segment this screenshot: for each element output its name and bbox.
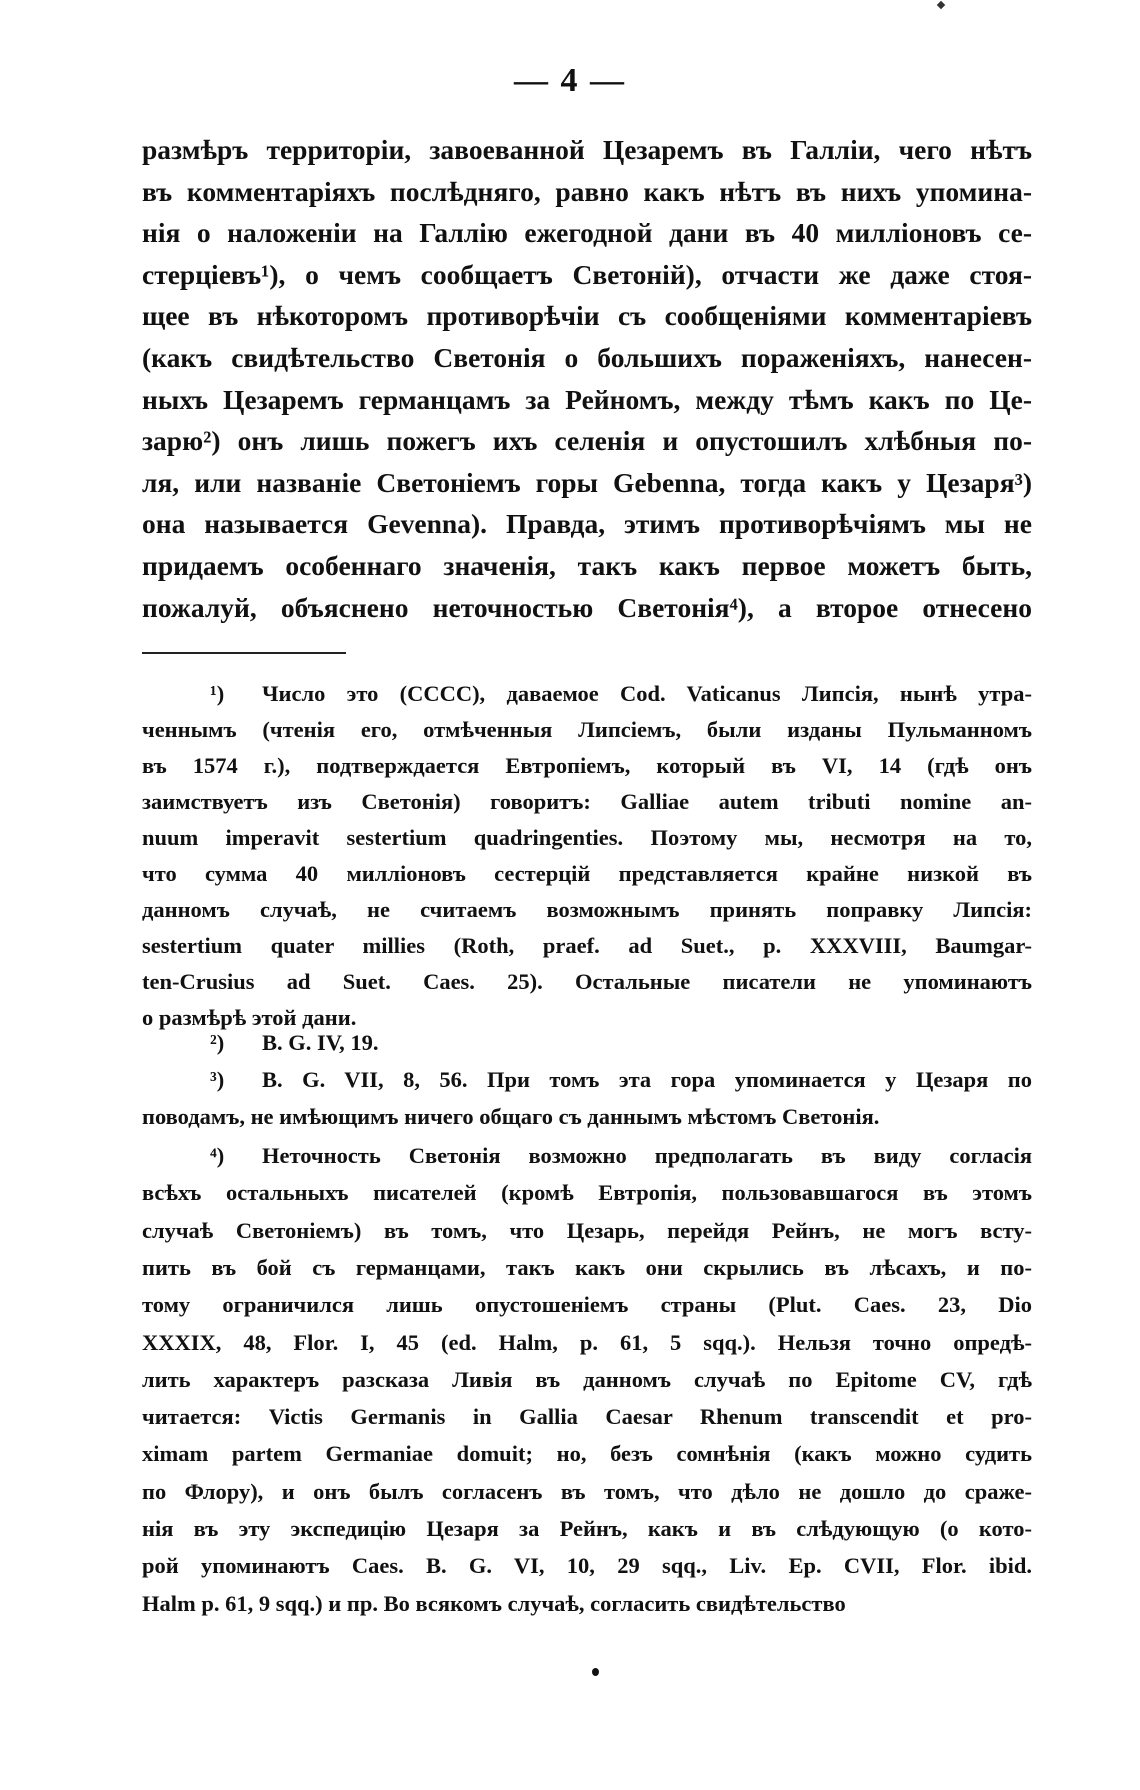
scan-speck (592, 1668, 599, 1676)
footnote-line: нія въ эту экспедицію Цезаря за Рейнъ, какъ и въ слѣдующую (о кото- (142, 1516, 1032, 1541)
body-line: пожалуй, объяснено неточностью Светонія⁴), а второе отнесено (142, 591, 1032, 623)
footnote-line: B. G. IV, 19. (262, 1030, 379, 1055)
footnote-line: sestertium quater millies (Roth, praef. ad Suet., p. XXXVIII, Baumgar- (142, 933, 1032, 958)
body-line: нія о наложеніи на Галлію ежегодной дани въ 40 милліоновъ се- (142, 217, 1032, 249)
footnote-line: въ 1574 г.), подтверждается Евтропіемъ, который въ VI, 14 (гдѣ онъ (142, 753, 1032, 778)
footnote-line: XXXIX, 48, Flor. I, 45 (ed. Halm, p. 61, 5 sqq.). Нельзя точно опредѣ- (142, 1329, 1032, 1355)
footnote-line: Неточность Светонія возможно предполагать въ виду согласія (262, 1143, 1032, 1168)
footnote-line: о размѣрѣ этой дани. (142, 1005, 357, 1030)
footnote-marker: ²) (210, 1030, 225, 1055)
footnote-line: ченнымъ (чтенія его, отмѣченныя Липсіемъ, были изданы Пульманномъ (142, 717, 1032, 742)
footnote-line: что сумма 40 милліоновъ сестерцій представляется крайне низкой въ (142, 861, 1032, 886)
body-line: въ комментаріяхъ послѣдняго, равно какъ нѣтъ въ нихъ упомина- (142, 175, 1032, 207)
body-line: щее въ нѣкоторомъ противорѣчіи съ сообщеніями комментаріевъ (142, 300, 1032, 332)
body-line: придаемъ особеннаго значенія, такъ какъ первое можетъ быть, (142, 550, 1032, 581)
footnote-line: поводамъ, не имѣющимъ ничего общаго съ даннымъ мѣстомъ Светонія. (142, 1103, 880, 1129)
footnote-marker: ⁴) (210, 1143, 225, 1168)
body-line: ныхъ Цезаремъ германцамъ за Рейномъ, между тѣмъ какъ по Це- (142, 383, 1032, 415)
footnote-line: тому ограничился лишь опустошеніемъ страны (Plut. Caes. 23, Dio (142, 1292, 1032, 1318)
footnote-line: читается: Victis Germanis in Gallia Caesar Rhenum transcendit et pro- (142, 1404, 1032, 1430)
body-line: ля, или названіе Светоніемъ горы Gebenna, тогда какъ у Цезаря³) (142, 466, 1032, 498)
footnote-separator (142, 652, 346, 654)
footnote-line: по Флору), и онъ былъ согласенъ въ томъ, что дѣло не дошло до сраже- (142, 1478, 1032, 1504)
footnote-line: Halm p. 61, 9 sqq.) и пр. Во всякомъ случаѣ, согласить свидѣтельство (142, 1590, 846, 1616)
footnote-line: nuum imperavit sestertium quadringenties. Поэтому мы, несмотря на то, (142, 825, 1032, 850)
footnote-line: B. G. VII, 8, 56. При томъ эта гора упоминается у Цезаря по (262, 1067, 1032, 1092)
footnote-line: случаѣ Светоніемъ) въ томъ, что Цезарь, перейдя Рейнъ, не могъ всту- (142, 1217, 1032, 1243)
footnote-marker: ³) (210, 1067, 225, 1092)
footnote-line: пить въ бой съ германцами, такъ какъ они скрылись въ лѣсахъ, и по- (142, 1254, 1032, 1280)
footnote-line: ximam partem Germaniae domuit; но, безъ сомнѣнія (какъ можно судить (142, 1441, 1032, 1467)
body-line: стерціевъ¹), о чемъ сообщаетъ Светоній), отчасти же даже стоя- (142, 258, 1032, 290)
footnote-line: ten-Crusius ad Suet. Caes. 25). Остальные писатели не упоминаютъ (142, 969, 1032, 994)
footnote-marker: ¹) (210, 681, 225, 706)
body-line: (какъ свидѣтельство Светонія о большихъ пораженіяхъ, нанесен- (142, 342, 1032, 373)
footnote-line: Число это (CCCC), даваемое Cod. Vaticanus Липсія, нынѣ утра- (262, 681, 1032, 706)
page-number: — 4 — (514, 62, 626, 99)
body-line: размѣръ территоріи, завоеванной Цезаремъ въ Галліи, чего нѣтъ (142, 134, 1032, 165)
footnote-line: лить характеръ разсказа Ливія въ данномъ случаѣ по Epitome CV, гдѣ (142, 1366, 1032, 1392)
footnote-line: данномъ случаѣ, не считаемъ возможнымъ принять поправку Липсія: (142, 897, 1032, 922)
footnote-line: всѣхъ остальныхъ писателей (кромѣ Евтропія, пользовавшагося въ этомъ (142, 1180, 1032, 1206)
scan-mark (937, 1, 945, 9)
body-line: она называется Gevenna). Правда, этимъ противорѣчіямъ мы не (142, 508, 1032, 540)
footnote-line: заимствуетъ изъ Светонія) говоритъ: Galliae autem tributi nomine an- (142, 789, 1032, 814)
footnote-line: рой упоминаютъ Caes. B. G. VI, 10, 29 sqq., Liv. Ep. CVII, Flor. ibid. (142, 1553, 1032, 1579)
body-line: зарю²) онъ лишь пожегъ ихъ селенія и опустошилъ хлѣбныя по- (142, 425, 1032, 457)
